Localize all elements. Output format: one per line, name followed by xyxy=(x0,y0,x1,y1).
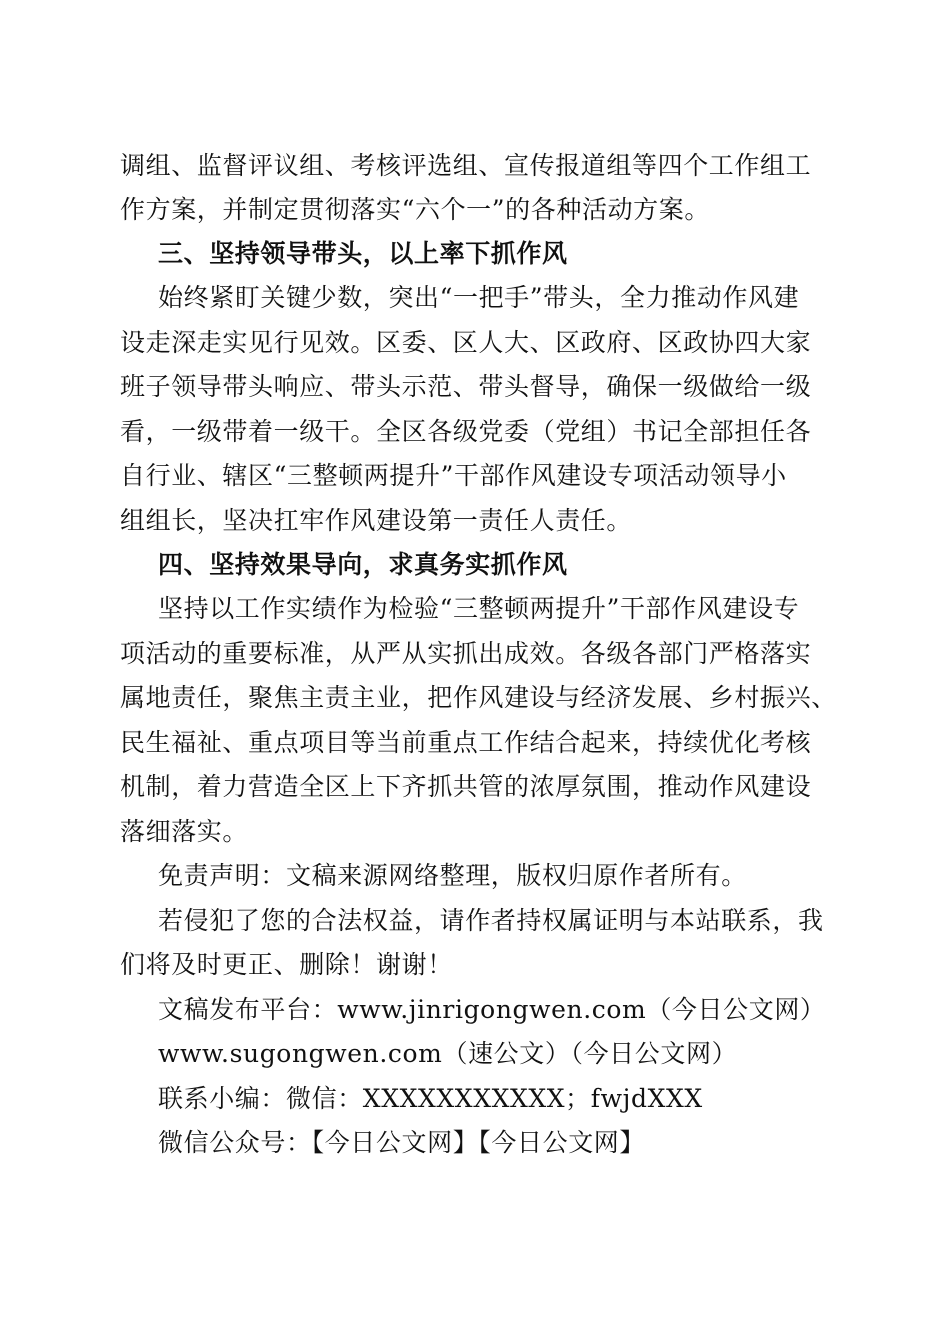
contact-text: 联系小编：微信：XXXXXXXXXXX；fwjdXXX xyxy=(158,1084,703,1113)
paragraph-line: 项活动的重要标准，从严从实抓出成效。各级各部门严格落实 xyxy=(120,639,812,668)
section-heading-4: 四、坚持效果导向，求真务实抓作风 xyxy=(158,550,568,579)
section-heading-3: 三、坚持领导带头，以上率下抓作风 xyxy=(158,239,568,268)
paragraph-line: 设走深走实见行见效。区委、区人大、区政府、区政协四大家 xyxy=(120,328,812,357)
paragraph-line: 班子领导带头响应、带头示范、带头督导，确保一级做给一级 xyxy=(120,372,812,401)
site-text: www.sugongwen.com（速公文）（今日公文网） xyxy=(158,1039,738,1068)
paragraph-line: 机制，着力营造全区上下齐抓共管的浓厚氛围，推动作风建设 xyxy=(120,772,812,801)
disclaimer-text: 免责声明：文稿来源网络整理，版权归原作者所有。 xyxy=(158,861,747,890)
infringement-text: 若侵犯了您的合法权益，请作者持权属证明与本站联系，我 xyxy=(158,906,824,935)
paragraph-line: 自行业、辖区“三整顿两提升”干部作风建设专项活动领导小 xyxy=(120,461,787,490)
paragraph-line: 坚持以工作实绩作为检验“三整顿两提升”干部作风建设专 xyxy=(158,594,800,623)
paragraph-line: 属地责任，聚焦主责主业，把作风建设与经济发展、乡村振兴、 xyxy=(120,683,837,712)
paragraph-line: 民生福祉、重点项目等当前重点工作结合起来，持续优化考核 xyxy=(120,728,812,757)
platform-text: 文稿发布平台：www.jinrigongwen.com（今日公文网） xyxy=(158,995,826,1024)
infringement-text-cont: 们将及时更正、删除！谢谢！ xyxy=(120,950,453,979)
paragraph-line: 落细落实。 xyxy=(120,817,249,846)
paragraph-line: 看，一级带着一级干。全区各级党委（党组）书记全部担任各 xyxy=(120,417,812,446)
paragraph-line: 组组长，坚决扛牢作风建设第一责任人责任。 xyxy=(120,506,633,535)
wechat-text: 微信公众号：【今日公文网】【今日公文网】 xyxy=(158,1128,646,1157)
paragraph-line: 始终紧盯关键少数，突出“一把手”带头，全力推动作风建 xyxy=(158,283,800,312)
paragraph-line: 作方案，并制定贯彻落实“六个一”的各种活动方案。 xyxy=(120,195,710,224)
paragraph-line: 调组、监督评议组、考核评选组、宣传报道组等四个工作组工 xyxy=(120,151,812,180)
